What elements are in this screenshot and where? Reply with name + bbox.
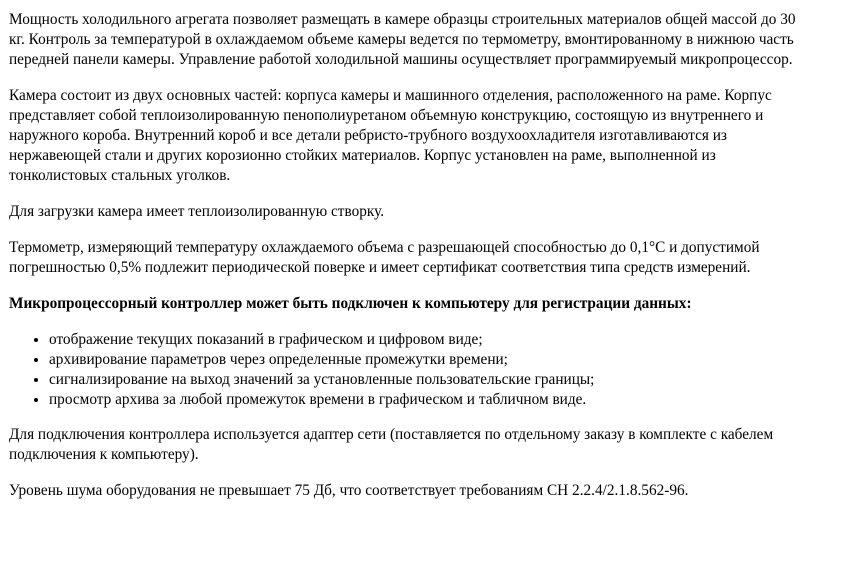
document-body <box>9 10 814 517</box>
list-item: • архивирование параметров через определенные промежутки времени; <box>49 350 814 370</box>
paragraph-loading-door: Для загрузки камера имеет теплоизолированную створку. <box>9 203 385 220</box>
paragraph-thermometer: Термометр, измеряющий температуру охлаждаемого объема с разрешающей способностью до 0,1°C и допустимой погрешностью 0,5% подлежит периодической поверке и имеет сертификат соответствия типа средств измерений. <box>9 239 760 276</box>
paragraph-network-adapter: Для подключения контроллера используется адаптер сети (поставляется по отдельному заказу в комплекте с кабелем подключения к компьютеру). <box>9 426 774 463</box>
paragraph-cooling-capacity: Мощность холодильного агрегата позволяет размещать в камере образцы строительных материалов общей массой до 30 кг. Контроль за температурой в охлаждаемом объеме камеры ведется по термометру, вмонтированному в нижнюю часть передней панели камеры. Управление работой холодильной машины осуществляет программируемый микропроцессор. <box>9 11 796 68</box>
list-item: • просмотр архива за любой промежуток времени в графическом и табличном виде. <box>49 390 814 410</box>
paragraph-controller-heading: Микропроцессорный контроллер может быть подключен к компьютеру для регистрации данных: <box>9 295 692 312</box>
paragraph-noise-level: Уровень шума оборудования не превышает 75 Дб, что соответствует требованиям СН 2.2.4/2.1.8.562-96. <box>9 482 689 499</box>
list-item: • отображение текущих показаний в графическом и цифровом виде; <box>49 330 814 350</box>
list-item: • сигнализирование на выход значений за установленные пользовательские границы; <box>49 370 814 390</box>
paragraph-chamber-construction: Камера состоит из двух основных частей: корпуса камеры и машинного отделения, расположенного на раме. Корпус представляет собой теплоизолированную пенополиуретаном объемную конструкцию, состоящую из внутреннего и наружного короба. Внутренний короб и все детали ребристо-трубного воздухоохладителя изготавливаются из нержавеющей стали и других корозионно стойких материалов. Корпус установлен на раме, выполненной из тонколистовых стальных уголков. <box>9 87 772 184</box>
controller-features-list <box>9 330 814 410</box>
